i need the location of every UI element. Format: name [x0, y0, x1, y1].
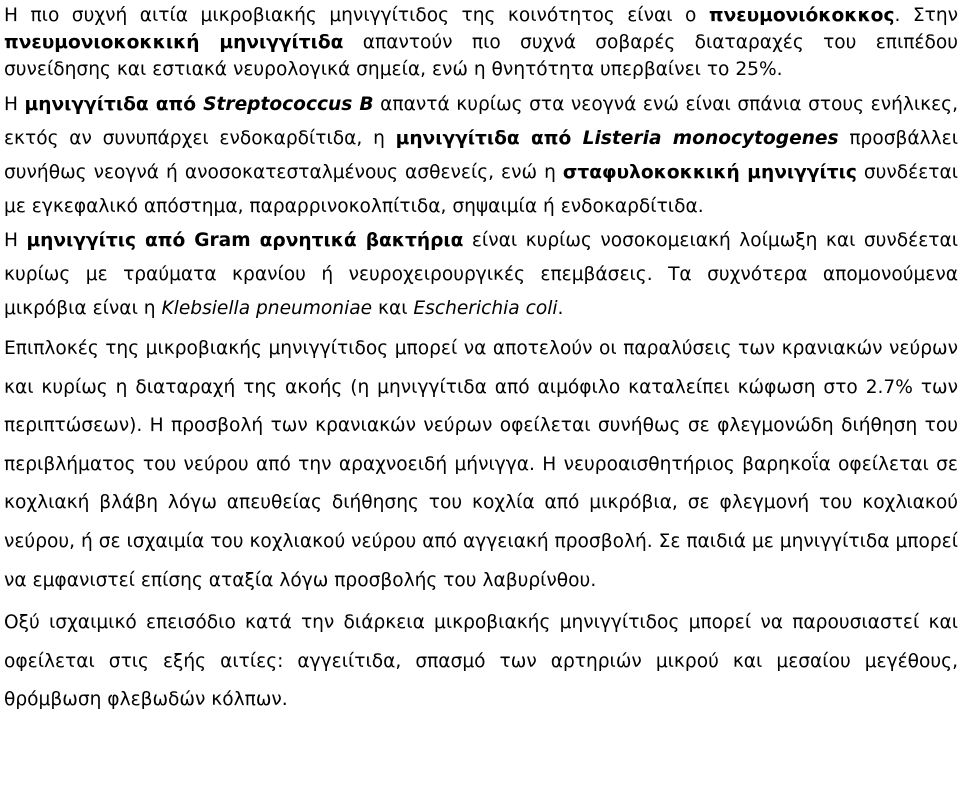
paragraph-ischemic-episode [4, 604, 958, 720]
text-segment: μηνιγγίτιδα από [395, 128, 583, 149]
text-segment: Klebsiella pneumoniae [161, 298, 373, 319]
paragraph-gram-negative [4, 224, 958, 326]
text-segment: Listeria monocytogenes [582, 128, 839, 149]
text-segment: είναι κυρίως νοσοκομειακή λοίμωξη και συνδέεται κυρίως με τραύματα κρανίου ή νευροχειρουργικές επεμβάσεις. Τα συχνότερα απομονούμενα μικρόβια είναι η [4, 230, 958, 319]
text-segment: . [557, 298, 564, 319]
paragraph-complications [4, 330, 958, 600]
text-segment: απαντά κυρίως στα νεογνά ενώ είναι σπάνια στους ενήλικες, εκτός αν συνυπάρχει ενδοκαρδίτιδα, η [4, 94, 958, 149]
text-segment: Streptococcus B [203, 94, 374, 115]
text-segment: Οξύ ισχαιμικό επεισόδιο κατά την διάρκεια μικροβιακής μηνιγγίτιδος μπορεί να παρουσιαστεί και οφείλεται στις εξής αιτίες: αγγειίτιδα, σπασμό των αρτηριών μικρού και μεσαίου μεγέθους, θρόμβωση φλεβωδών κόλπων. [4, 612, 958, 711]
text-segment: απαντούν πιο συχνά σοβαρές διαταραχές του επιπέδου συνείδησης και εστιακά νευρολογικά σημεία, ενώ η θνητότητα υπερβαίνει το 25%. [4, 32, 958, 80]
text-segment: Η [4, 94, 25, 115]
text-segment: πνευμονιοκοκκική μηνιγγίτιδα [4, 32, 344, 53]
paragraph-streptococcus-listeria [4, 88, 958, 224]
text-segment: προσβάλλει συνήθως νεογνά ή ανοσοκατεσταλμένους ασθενείς, ενώ η [4, 128, 958, 183]
text-segment: Η πιο συχνή αιτία μικροβιακής μηνιγγίτιδος της κοινότητος είναι ο [4, 5, 709, 26]
text-segment: μηνιγγίτιδα από [24, 94, 204, 115]
text-segment: . Στην [894, 5, 958, 26]
text-segment: μηνιγγίτις από Gram αρνητικά βακτήρια [26, 230, 464, 251]
text-segment: συνδέεται με εγκεφαλικό απόστημα, παραρρινοκολπίτιδα, σηψαιμία ή ενδοκαρδίτιδα. [4, 162, 958, 217]
text-segment: Επιπλοκές της μικροβιακής μηνιγγίτιδος μπορεί να αποτελούν οι παραλύσεις των κρανιακών νεύρων και κυρίως η διαταραχή της ακοής (η μηνιγγίτιδα από αιμόφιλο καταλείπει κώφωση στο 2.7% των περιπτώσεων). Η προσβολή των κρανιακών νεύρων οφείλεται συνήθως σε φλεγμονώδη διήθηση του περιβλήματος του νεύρου από την αραχνοειδή μήνιγγα. Η νευροαισθητήριος βαρηκοΐα οφείλεται σε κοχλιακή βλάβη λόγω απευθείας διήθησης του κοχλία από μικρόβια, σε φλεγμονή του κοχλιακού νεύρου, ή σε ισχαιμία του κοχλιακού νεύρου από αγγειακή προσβολή. Σε παιδιά με μηνιγγίτιδα μπορεί να εμφανιστεί επίσης αταξία λόγω προσβολής του λαβυρίνθου. [4, 338, 958, 591]
text-segment: σταφυλοκοκκική μηνιγγίτις [562, 162, 857, 183]
paragraph-pneumococcus [4, 2, 958, 83]
text-segment: Η [4, 230, 27, 251]
text-segment: και [372, 298, 414, 319]
text-segment: πνευμονιόκοκκος [708, 5, 895, 26]
text-segment: Escherichia coli [413, 298, 558, 319]
